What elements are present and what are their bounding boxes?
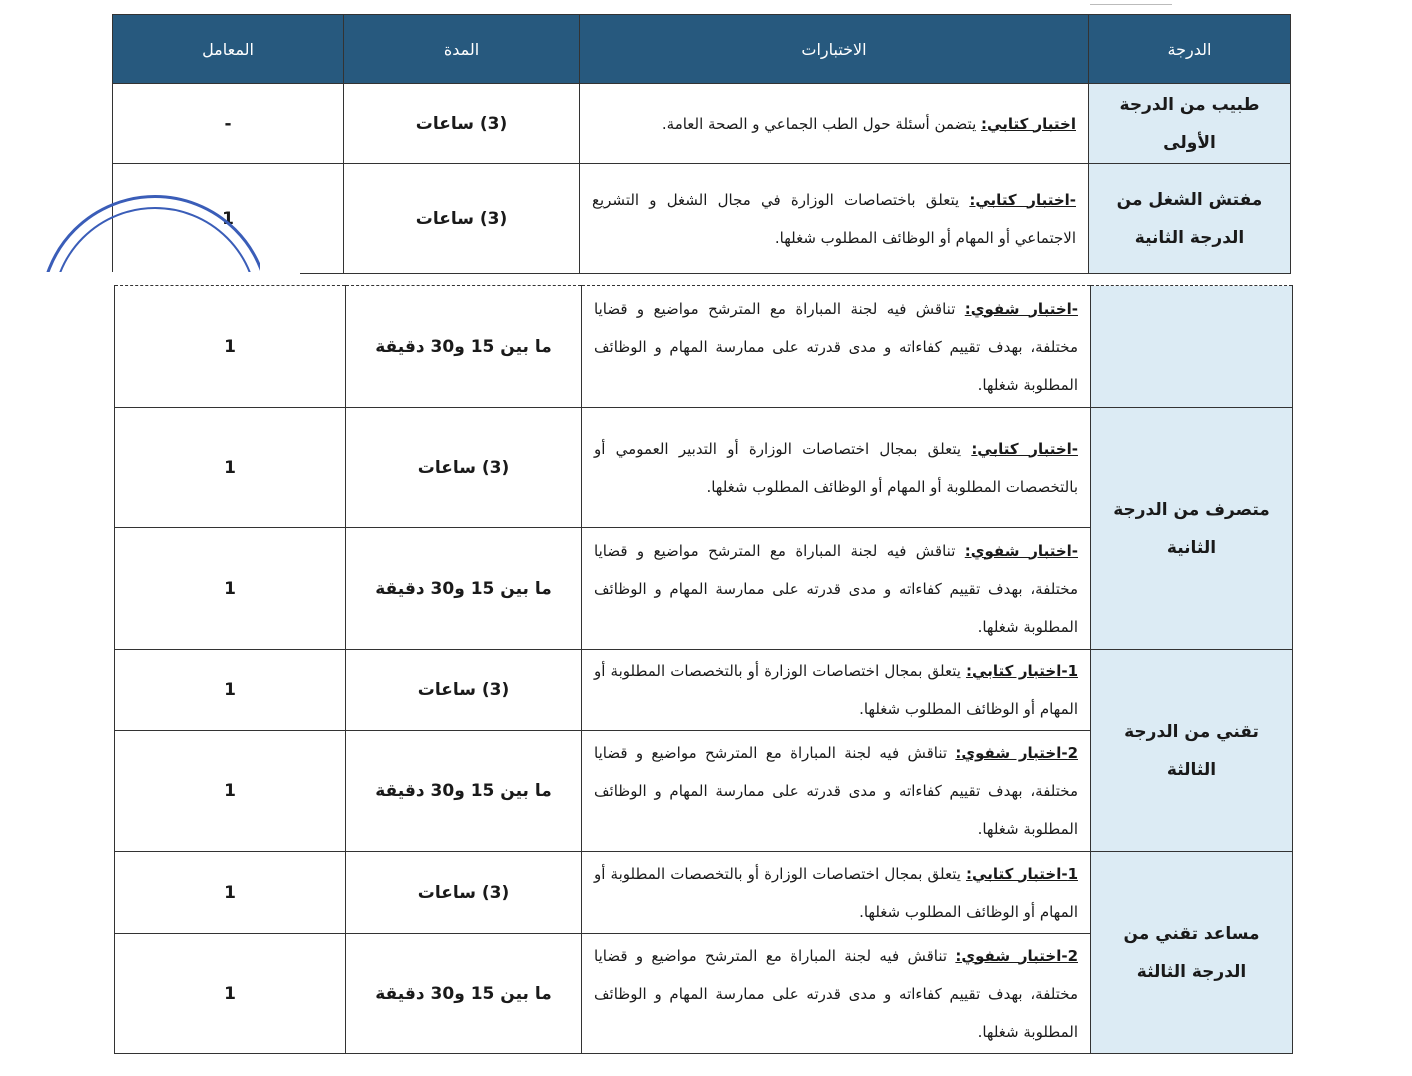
coefficient-cell: 1 [113, 164, 344, 274]
duration-cell: ما بين 15 و30 دقيقة [346, 731, 582, 852]
table-header-row [113, 15, 1291, 84]
tests-cell [582, 934, 1091, 1054]
duration-cell: (3) ساعات [344, 164, 580, 274]
test-type-label: اختبار كتابي: [981, 114, 1076, 133]
grade-cell: تقني من الدرجة الثالثة [1091, 650, 1293, 852]
test-description: تناقش فيه لجنة المباراة مع المترشح مواضيع و قضايا مختلفة، بهدف تقييم كفاءاته و مدى قدرته على ممارسة المهام و الوظائف المطلوبة شغلها. [594, 299, 1078, 394]
exam-table-part-2 [114, 285, 1293, 1054]
duration-cell: (3) ساعات [346, 650, 582, 731]
test-type-label: 1-اختبار كتابي: [966, 864, 1078, 883]
tests-cell [582, 852, 1091, 934]
coefficient-cell: - [113, 84, 344, 164]
header-tests: الاختبارات [580, 15, 1089, 84]
test-type-label: -اختبار شفوي: [964, 541, 1078, 560]
grade-cell: متصرف من الدرجة الثانية [1091, 408, 1293, 650]
exam-table-part-1 [112, 14, 1291, 274]
coefficient-cell: 1 [115, 408, 346, 528]
table-row [115, 408, 1293, 528]
table-row [113, 84, 1291, 164]
duration-cell: (3) ساعات [346, 852, 582, 934]
coefficient-cell: 1 [115, 528, 346, 650]
test-type-label: 1-اختبار كتابي: [966, 662, 1078, 680]
duration-cell: ما بين 15 و30 دقيقة [346, 528, 582, 650]
table-row [115, 286, 1293, 408]
grade-cell: مفتش الشغل من الدرجة الثانية [1089, 164, 1291, 274]
header-grade: الدرجة [1089, 15, 1291, 84]
coefficient-cell: 1 [115, 852, 346, 934]
test-description: يتعلق بمجال اختصاصات الوزارة أو التدبير العمومي أو بالتخصصات المطلوبة أو المهام أو الوظائف المطلوب شغلها. [594, 439, 1078, 496]
coefficient-cell: 1 [115, 650, 346, 731]
test-description: تناقش فيه لجنة المباراة مع المترشح مواضيع و قضايا مختلفة، بهدف تقييم كفاءاته و مدى قدرته على ممارسة المهام و الوظائف المطلوبة شغلها. [594, 744, 1078, 838]
grade-cell: مساعد تقني من الدرجة الثالثة [1091, 852, 1293, 1054]
tests-cell [582, 650, 1091, 731]
duration-cell: (3) ساعات [344, 84, 580, 164]
test-description: يتعلق بمجال اختصاصات الوزارة أو بالتخصصات المطلوبة أو المهام أو الوظائف المطلوب شغلها. [594, 662, 1078, 718]
page-break-gap [0, 272, 300, 284]
table-row [115, 650, 1293, 731]
table-row [113, 164, 1291, 274]
header-coefficient: المعامل [113, 15, 344, 84]
test-type-label: 2-اختبار شفوي: [955, 744, 1078, 762]
tests-cell [580, 164, 1089, 274]
duration-cell: ما بين 15 و30 دقيقة [346, 934, 582, 1054]
tests-cell [582, 731, 1091, 852]
header-duration: المدة [344, 15, 580, 84]
grade-cell [1091, 286, 1293, 408]
test-type-label: -اختبار كتابي: [969, 190, 1076, 209]
test-description: تناقش فيه لجنة المباراة مع المترشح مواضيع و قضايا مختلفة، بهدف تقييم كفاءاته و مدى قدرته على ممارسة المهام و الوظائف المطلوبة شغلها. [594, 946, 1078, 1041]
tests-cell [580, 84, 1089, 164]
test-description: يتعلق باختصاصات الوزارة في مجال الشغل و التشريع الاجتماعي أو المهام أو الوظائف المطلوب شغلها. [592, 190, 1076, 247]
top-rule [1090, 4, 1172, 5]
coefficient-cell: 1 [115, 731, 346, 852]
tests-cell [582, 408, 1091, 528]
grade-cell: طبيب من الدرجة الأولى [1089, 84, 1291, 164]
table-row [115, 852, 1293, 934]
test-type-label: 2-اختبار شفوي: [955, 946, 1078, 965]
duration-cell: ما بين 15 و30 دقيقة [346, 286, 582, 408]
test-type-label: -اختبار كتابي: [971, 439, 1078, 458]
test-description: يتعلق بمجال اختصاصات الوزارة أو بالتخصصات المطلوبة أو المهام أو الوظائف المطلوب شغلها. [594, 864, 1078, 921]
tests-cell [582, 528, 1091, 650]
coefficient-cell: 1 [115, 934, 346, 1054]
test-type-label: -اختبار شفوي: [964, 299, 1078, 318]
test-description: تناقش فيه لجنة المباراة مع المترشح مواضيع و قضايا مختلفة، بهدف تقييم كفاءاته و مدى قدرته على ممارسة المهام و الوظائف المطلوبة شغلها. [594, 541, 1078, 636]
duration-cell: (3) ساعات [346, 408, 582, 528]
test-description: يتضمن أسئلة حول الطب الجماعي و الصحة العامة. [661, 114, 982, 133]
coefficient-cell: 1 [115, 286, 346, 408]
tests-cell [582, 286, 1091, 408]
